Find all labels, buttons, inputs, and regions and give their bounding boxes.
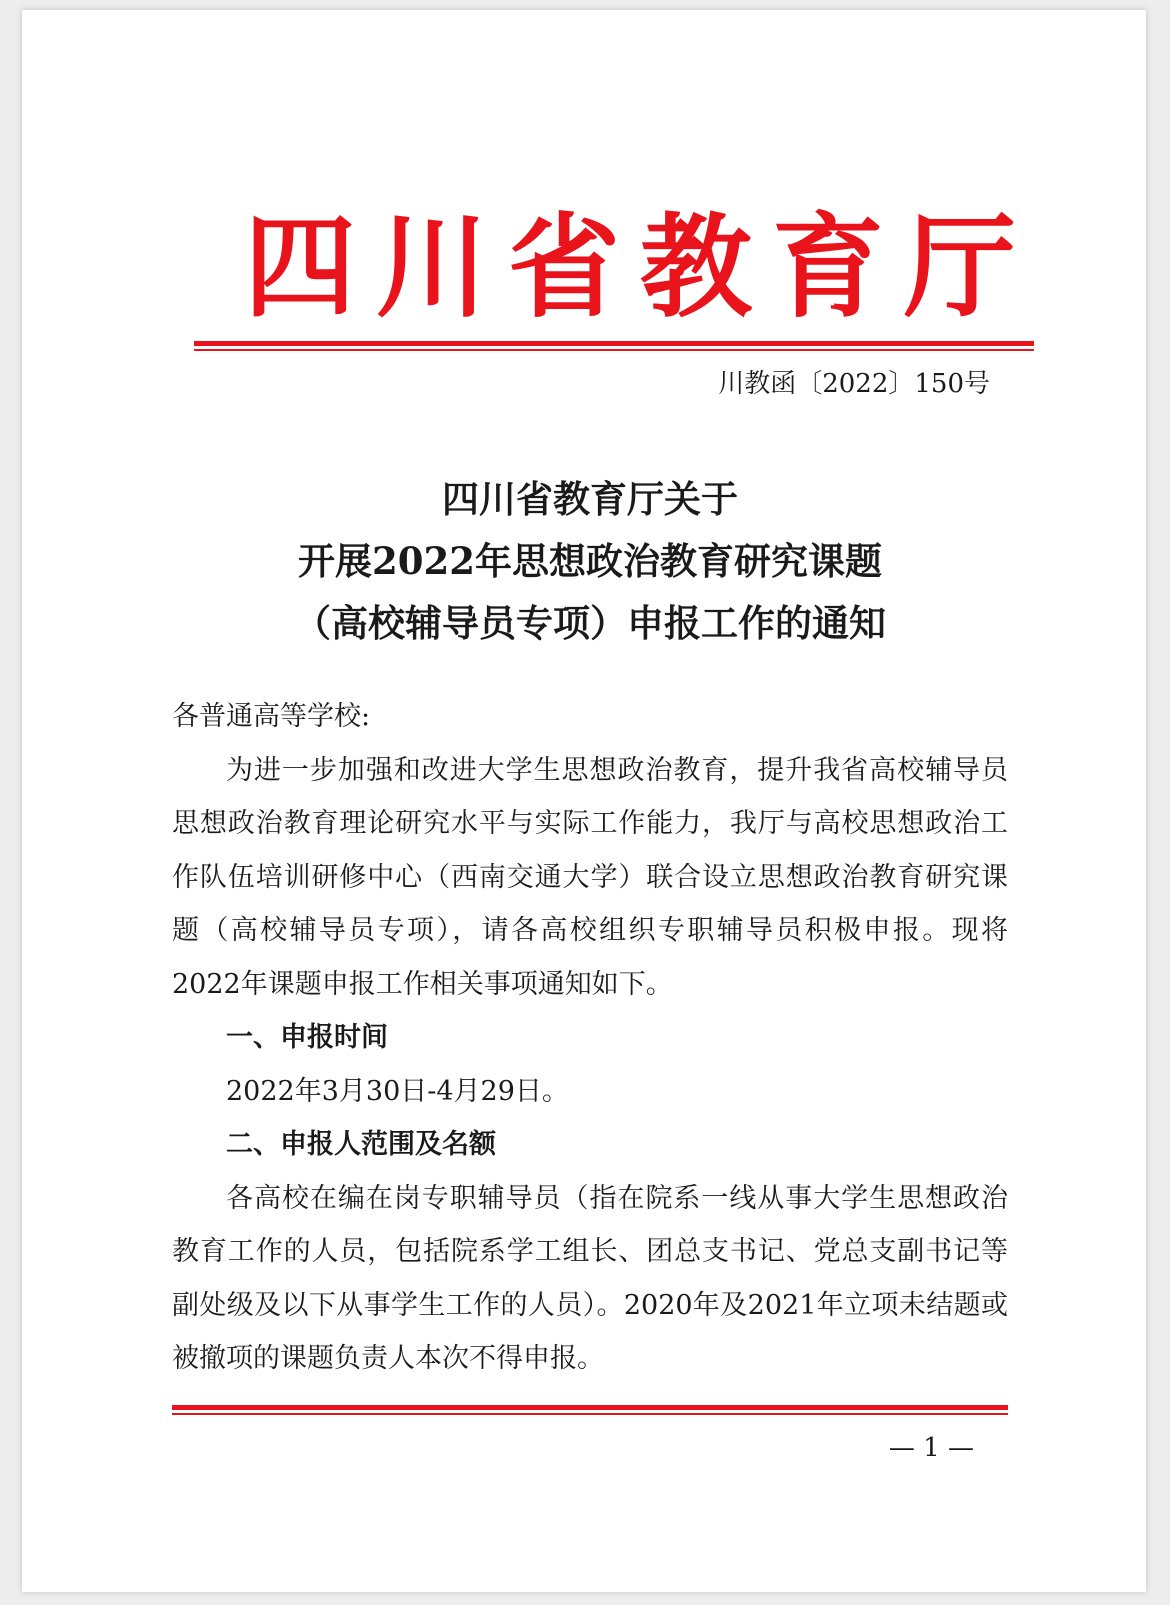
section-heading-1: 一、申报时间 [226, 1022, 388, 1053]
section-text-2: 各高校在编在岗专职辅导员（指在院系一线从事大学生思想政治教育工作的人员，包括院系学工组长、团总支书记、党总支副书记等副处级及以下从事学生工作的人员）。2020年及2021年立项未结题或被撤项的课题负责人本次不得申报。 [172, 1182, 1008, 1374]
title-line-2: 开展2022年思想政治教育研究课题 [298, 539, 882, 583]
document-number: 川教函〔2022〕150号 [718, 369, 990, 399]
notice-title [172, 468, 1008, 654]
title-line-3: （高校辅导员专项）申报工作的通知 [294, 601, 886, 645]
section-text-1: 2022年3月30日-4月29日。 [226, 1075, 569, 1107]
red-rule-bottom-thin [172, 1413, 1008, 1415]
title-line-1: 四川省教育厅关于 [442, 477, 738, 521]
red-rule-bottom-thick [172, 1405, 1008, 1410]
salutation: 各普通高等学校: [172, 701, 371, 732]
red-rule-top-thin [194, 349, 1034, 351]
page-number: — 1 — [888, 1433, 974, 1463]
notice-body [172, 690, 1008, 1386]
intro-paragraph: 为进一步加强和改进大学生思想政治教育，提升我省高校辅导员思想政治教育理论研究水平与实际工作能力，我厅与高校思想政治工作队伍培训研修中心（西南交通大学）联合设立思想政治教育研究课题（高校辅导员专项），请各高校组织专职辅导员积极申报。现将2022年课题申报工作相关事项通知如下。 [172, 754, 1008, 1000]
masthead-title: 四川省教育厅 [244, 203, 1036, 333]
section-heading-2: 二、申报人范围及名额 [226, 1129, 496, 1160]
red-rule-top-thick [194, 341, 1034, 346]
